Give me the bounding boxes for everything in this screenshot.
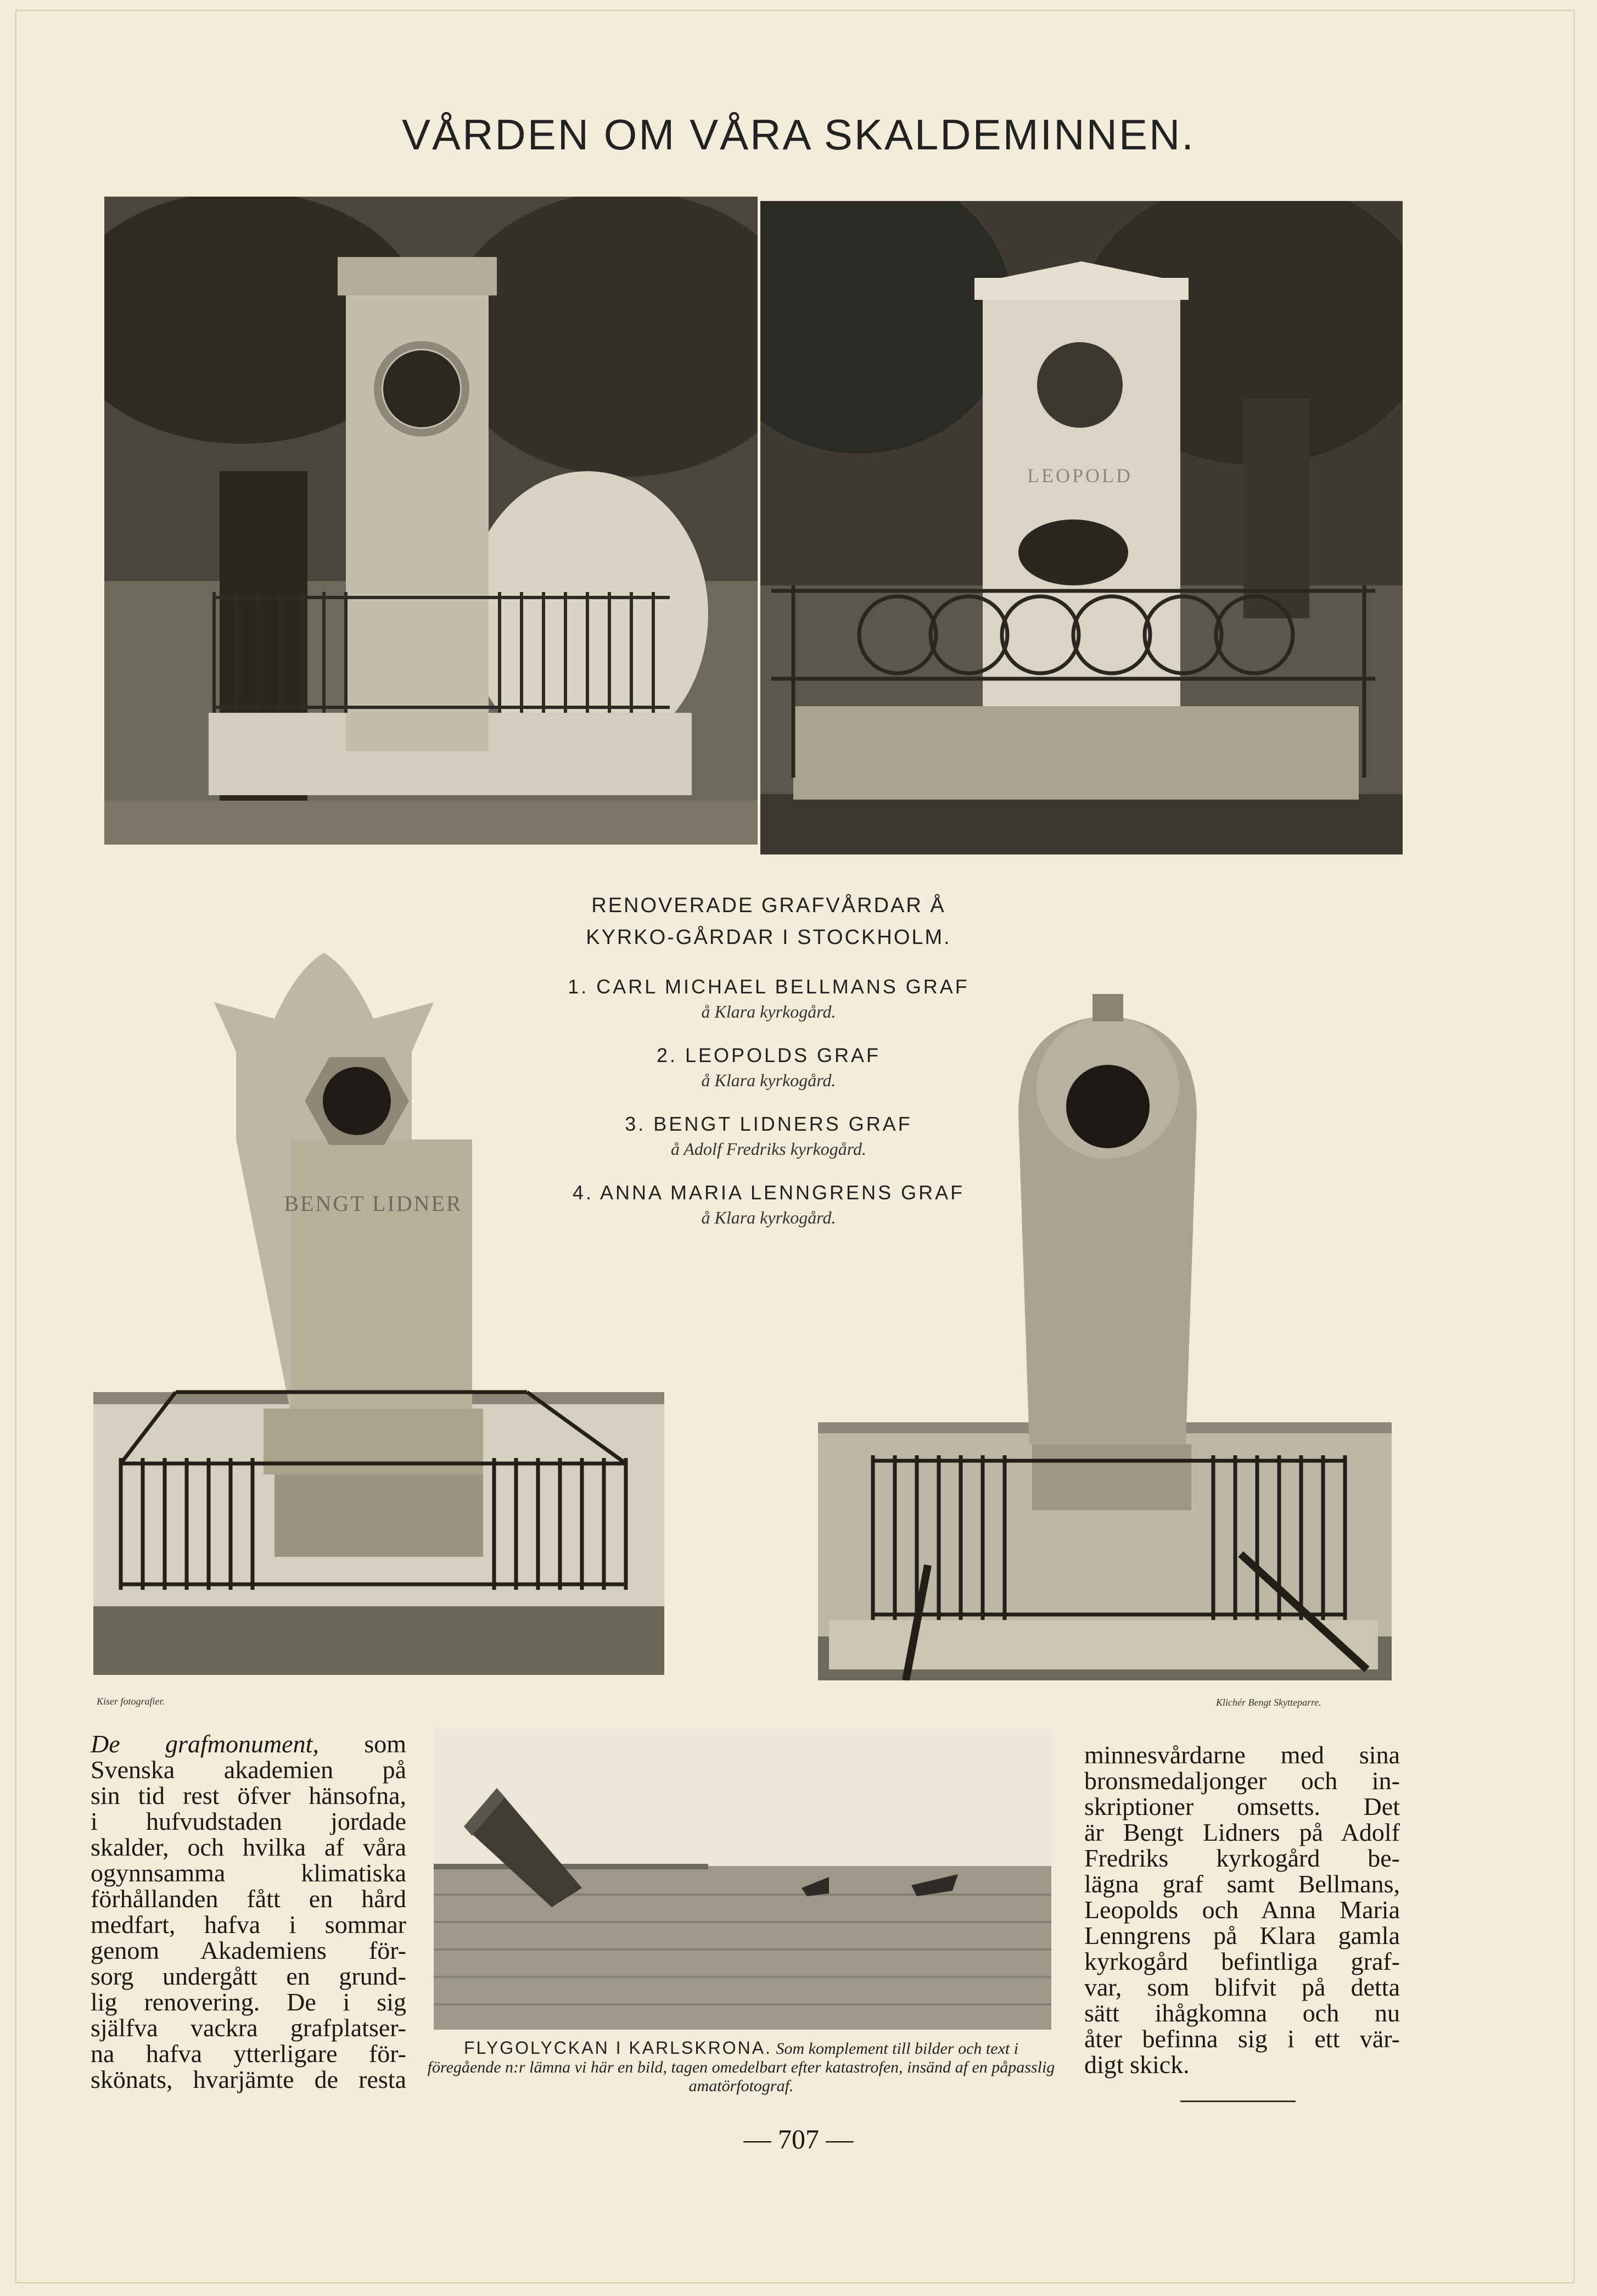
right-text-column xyxy=(1084,1742,1400,2077)
right-line-12: åter befinna sig i ett vär- xyxy=(1084,2025,1400,2053)
end-rule xyxy=(1180,2101,1296,2102)
photo-bellman-grave xyxy=(104,197,758,845)
photo-caption-block xyxy=(494,890,1043,1228)
right-line-5: Fredriks kyrkogård be- xyxy=(1084,1844,1400,1872)
right-line-9: kyrkogård befintliga graf- xyxy=(1084,1947,1400,1975)
right-line-6: lägna graf samt Bellmans, xyxy=(1084,1870,1400,1898)
caption-title: RENOVERADE GRAFVÅRDAR Å KYRKO-GÅRDAR I STOCKHOLM. xyxy=(586,894,951,949)
caption-place-3: å Adolf Fredriks kyrkogård. xyxy=(670,1139,867,1159)
plane-caption xyxy=(425,2038,1057,2096)
photo-plane-crash xyxy=(434,1729,1051,2030)
left-line-1 xyxy=(91,1731,406,1757)
right-line-4: är Bengt Lidners på Adolf xyxy=(1084,1818,1400,1846)
lidner-inscription: BENGT LIDNER xyxy=(284,1191,463,1216)
page-number: — 707 — xyxy=(743,2124,854,2154)
left-line-2: Svenska akademien på xyxy=(91,1756,406,1784)
left-line-4: i hufvudstaden jordade xyxy=(91,1807,406,1835)
photo-credit-right: Klichér Bengt Skytteparre. xyxy=(1216,1697,1321,1708)
right-line-11: sätt ihågkomna och nu xyxy=(1084,1999,1400,2027)
left-lead: De grafmonument, xyxy=(91,1730,319,1758)
page-title: VÅRDEN OM VÅRA SKALDEMINNEN. xyxy=(402,110,1195,159)
left-line-8: medfart, hafva i sommar xyxy=(91,1910,406,1939)
right-line-8: Lenngrens på Klara gamla xyxy=(1084,1921,1400,1949)
photo-credit-left: Kiser fotografier. xyxy=(97,1696,165,1707)
caption-item-4: 4. ANNA MARIA LENNGRENS GRAF xyxy=(572,1181,965,1204)
left-line-10: sorg undergått en grund- xyxy=(91,1962,406,1990)
caption-item-3: 3. BENGT LIDNERS GRAF xyxy=(625,1113,912,1135)
caption-item-2: 2. LEOPOLDS GRAF xyxy=(656,1044,881,1066)
left-line-11: lig renovering. De i sig xyxy=(91,1988,406,2016)
plane-caption-lead: FLYGOLYCKAN I KARLSKRONA. xyxy=(463,2038,772,2058)
caption-place-1: å Klara kyrkogård. xyxy=(701,1002,836,1021)
plane-caption-body: Som komplement till bilder och text i föregående n:r lämna vi här en bild, tagen omedelbart efter katastrofen, insänd af en påpasslig amatörfotograf. xyxy=(427,2040,1055,2095)
right-line-7: Leopolds och Anna Maria xyxy=(1084,1896,1400,1924)
right-line-10: var, som blifvit på detta xyxy=(1084,1973,1400,2001)
caption-place-2: å Klara kyrkogård. xyxy=(701,1070,836,1090)
right-line-1: minnesvårdarne med sina xyxy=(1084,1741,1400,1769)
photo-leopold-grave xyxy=(760,201,1403,854)
left-line-6: ogynnsamma klimatiska xyxy=(91,1859,406,1887)
right-line-3: skriptioner omsetts. Det xyxy=(1084,1792,1400,1820)
leopold-inscription: LEOPOLD xyxy=(1027,465,1133,487)
left-line-9: genom Akademiens för- xyxy=(91,1936,406,1964)
left-line-14: skönats, hvarjämte de resta xyxy=(91,2065,406,2093)
left-line-1-text: som xyxy=(364,1730,406,1758)
left-line-3: sin tid rest öfver hänsofna, xyxy=(91,1781,406,1809)
left-line-13: na hafva ytterligare för- xyxy=(91,2040,406,2068)
caption-item-1: 1. CARL MICHAEL BELLMANS GRAF xyxy=(568,975,970,998)
caption-place-4: å Klara kyrkogård. xyxy=(701,1208,836,1227)
left-line-12: själfva vackra grafplatser- xyxy=(91,2014,406,2042)
left-line-7: förhållanden fått en hård xyxy=(91,1885,406,1913)
left-text-column xyxy=(91,1731,406,2092)
right-line-13: digt skick. xyxy=(1084,2051,1190,2079)
right-line-2: bronsmedaljonger och in- xyxy=(1084,1767,1400,1795)
left-line-5: skalder, och hvilka af våra xyxy=(91,1833,406,1861)
